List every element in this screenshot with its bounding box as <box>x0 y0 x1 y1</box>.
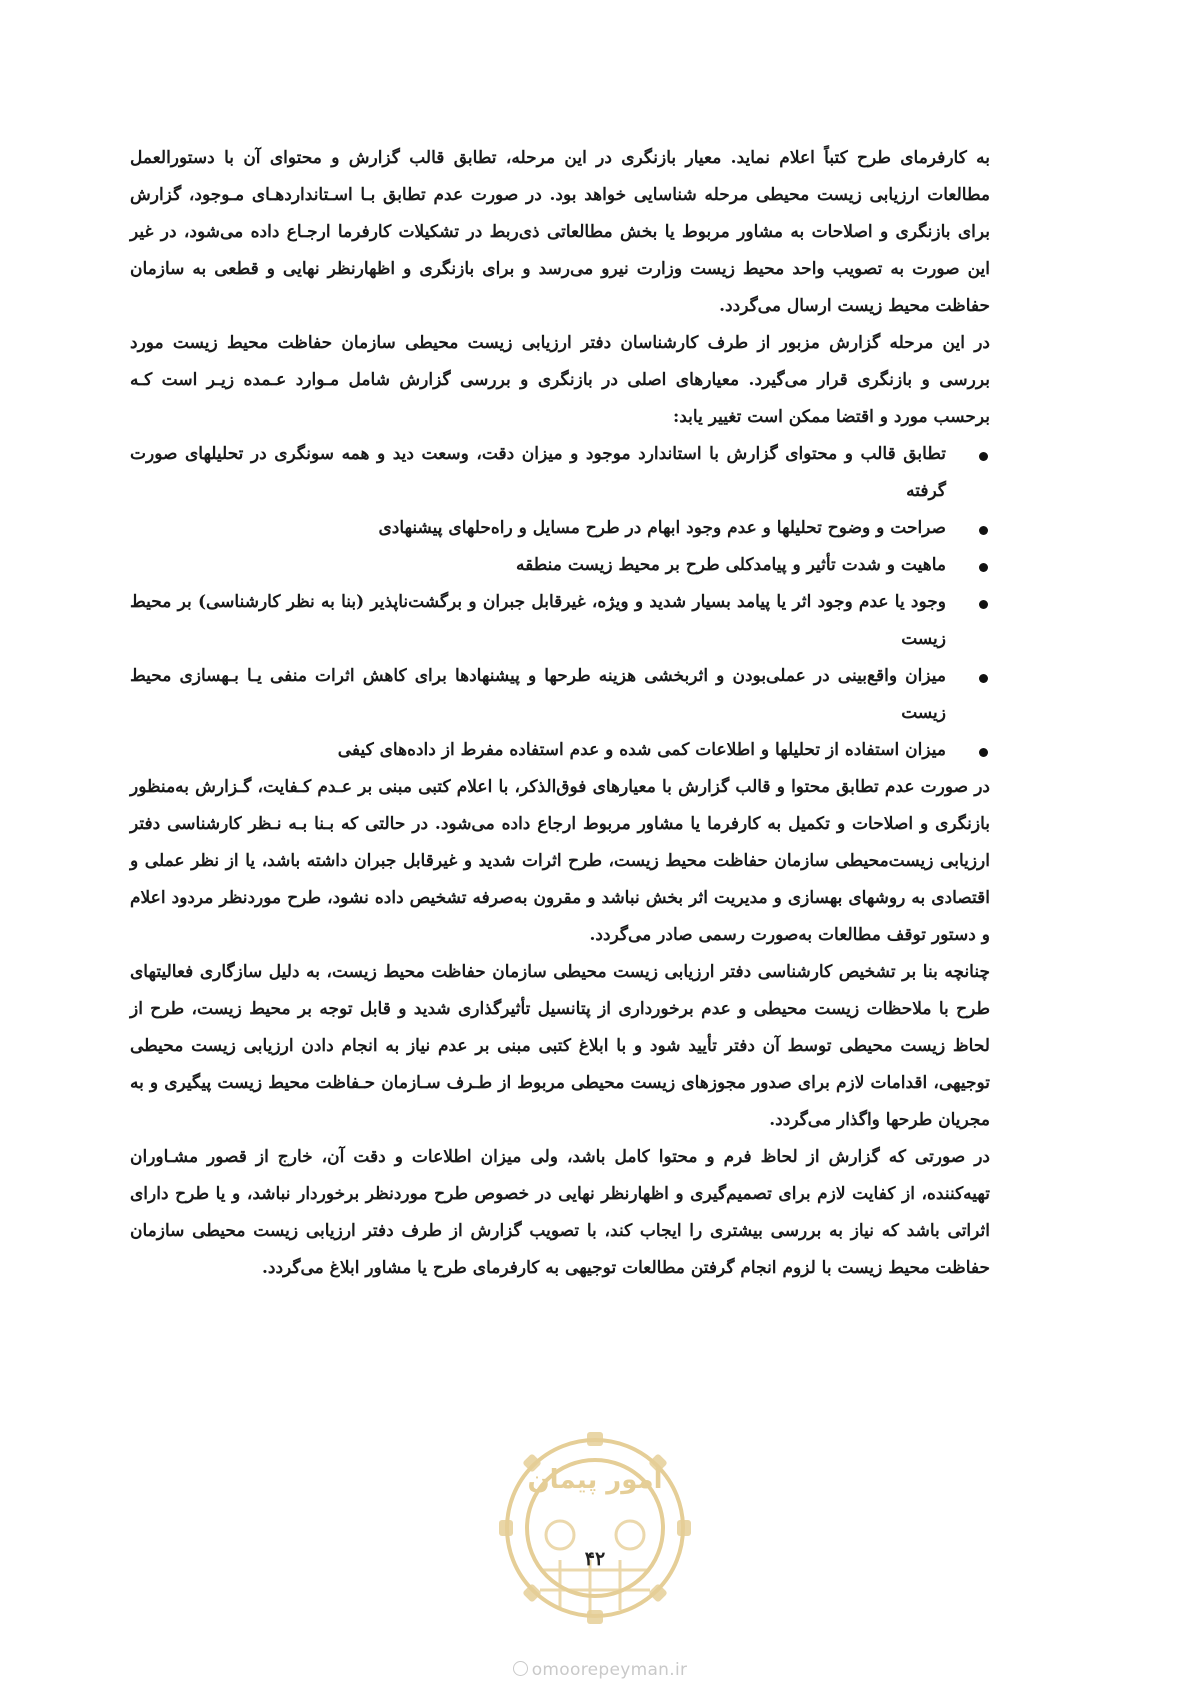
list-item-text: تطابق قالب و محتوای گزارش با استاندارد موجود و میزان دقت، وسعت دید و همه سونگری در تحلیلهای صورت گرفته <box>130 444 946 501</box>
page-number: ۴۲ <box>584 1548 606 1570</box>
paragraph-3: در صورت عدم تطابق محتوا و قالب گزارش با معیارهای فوق‌الذکر، با اعلام کتبی مبنی بر عـدم کـفایت، گـزارش به‌منظور بازنگری و اصلاحات و تکمیل به کارفرما یا مشاور مربوط ارجاع داده می‌شود. در حالتی که بـنا بـه نـظر کارشناسی دفتر ارزیابی زیست‌محیطی سازمان حفاظت محیط زیست، طرح اثرات شدید و غیرقابل جبران داشته باشد، یا از نظر عملی و اقتصادی به روشهای بهسازی و مدیریت اثر بخش نباشد و مقرون به‌صرفه تشخیص داده نشود، طرح موردنظر مردود اعلام و دستور توقف مطالعات به‌صورت رسمی صادر می‌گردد. <box>130 777 991 945</box>
watermark-url <box>480 1660 720 1680</box>
bullet-icon <box>979 452 988 461</box>
bullet-icon <box>979 600 988 609</box>
gear-emblem-icon <box>470 1410 720 1660</box>
list-item-text: میزان استفاده از تحلیلها و اطلاعات کمی شده و عدم استفاده مفرط از داده‌های کیفی <box>337 740 946 760</box>
watermark-logo-text: امور پیمان <box>527 1465 663 1495</box>
list-item <box>130 436 990 510</box>
list-item <box>130 658 990 732</box>
watermark-url-text: omoorepeyman.ir <box>531 1660 688 1680</box>
bullet-icon <box>979 563 988 572</box>
bullet-icon <box>979 674 988 683</box>
list-item-text: ماهیت و شدت تأثیر و پیامدکلی طرح بر محیط زیست منطقه <box>516 555 946 575</box>
paragraph-1: به کارفرمای طرح کتباً اعلام نماید. معیار بازنگری در این مرحله، تطابق قالب گزارش و محتوای آن با دستورالعمل مطالعات ارزیابی زیست محیطی مرحله شناسایی خواهد بود. در صورت عدم تطابق بـا اسـتانداردهـای مـوجود، گزارش برای بازنگری و اصلاحات به مشاور مربوط یا بخش مطالعاتی ذی‌ربط در تشکیلات کارفرما ارجـاع داده می‌شود، در غیر این صورت به تصویب واحد محیط زیست وزارت نیرو می‌رسد و برای بازنگری و اظهارنظر نهایی و قطعی به سازمان حفاظت محیط زیست ارسال می‌گردد. <box>130 148 990 316</box>
list-item <box>130 584 990 658</box>
globe-icon <box>513 1661 528 1676</box>
list-item <box>130 547 990 584</box>
list-item <box>130 732 990 769</box>
bullet-icon <box>979 748 988 757</box>
body-text <box>130 140 990 1287</box>
paragraph-5: در صورتی که گزارش از لحاظ فرم و محتوا کامل باشد، ولی میزان اطلاعات و دقت آن، خارج از قصور مشـاوران تهیه‌کننده، از کفایت لازم برای تصمیم‌گیری و اظهارنظر نهایی در خصوص طرح موردنظر برخوردار نباشد، و یا طرح دارای اثراتی باشد که نیاز به بررسی بیشتری را ایجاب کند، با تصویب گزارش از طرف دفتر ارزیابی زیست محیطی سازمان حفاظت محیط زیست با لزوم انجام گرفتن مطالعات توجیهی به کارفرمای طرح یا مشاور ابلاغ می‌گردد. <box>130 1147 990 1278</box>
list-item-text: وجود یا عدم وجود اثر یا پیامد بسیار شدید و ویژه، غیرقابل جبران و برگشت‌ناپذیر (بنا به نظر کارشناسی) بر محیط زیست <box>130 592 946 649</box>
list-item <box>130 510 990 547</box>
list-item-text: میزان واقع‌بینی در عملی‌بودن و اثربخشی هزینه طرحها و پیشنهادها برای کاهش اثرات منفی یـا بـهسازی محیط زیست <box>130 666 946 723</box>
bullet-icon <box>979 526 988 535</box>
criteria-list <box>130 436 990 769</box>
paragraph-4: چنانچه بنا بر تشخیص کارشناسی دفتر ارزیابی زیست محیطی سازمان حفاظت محیط زیست، به دلیل سازگاری فعالیتهای طرح با ملاحظات زیست محیطی و عدم برخورداری از پتانسیل تأثیرگذاری شدید و قابل توجه بر محیط زیست، طرح از لحاظ زیست محیطی توسط آن دفتر تأیید شود و با ابلاغ کتبی مبنی بر عدم نیاز به انجام دادن ارزیابی زیست محیطی توجیهی، اقدامات لازم برای صدور مجوزهای زیست محیطی مربوط از طـرف سـازمان حـفاظت محیط زیست پیگیری و به مجریان طرحها واگذار می‌گردد. <box>130 962 990 1130</box>
list-item-text: صراحت و وضوح تحلیلها و عدم وجود ابهام در طرح مسایل و راه‌حلهای پیشنهادی <box>378 518 946 538</box>
paragraph-2: در این مرحله گزارش مزبور از طرف کارشناسان دفتر ارزیابی زیست محیطی سازمان حفاظت محیط زیست مورد بررسی و بازنگری قرار می‌گیرد. معیارهای اصلی در بازنگری و بررسی گزارش شامل مـوارد عـمده زیـر است کـه برحسب مورد و اقتضا ممکن است تغییر یابد: <box>130 333 990 427</box>
